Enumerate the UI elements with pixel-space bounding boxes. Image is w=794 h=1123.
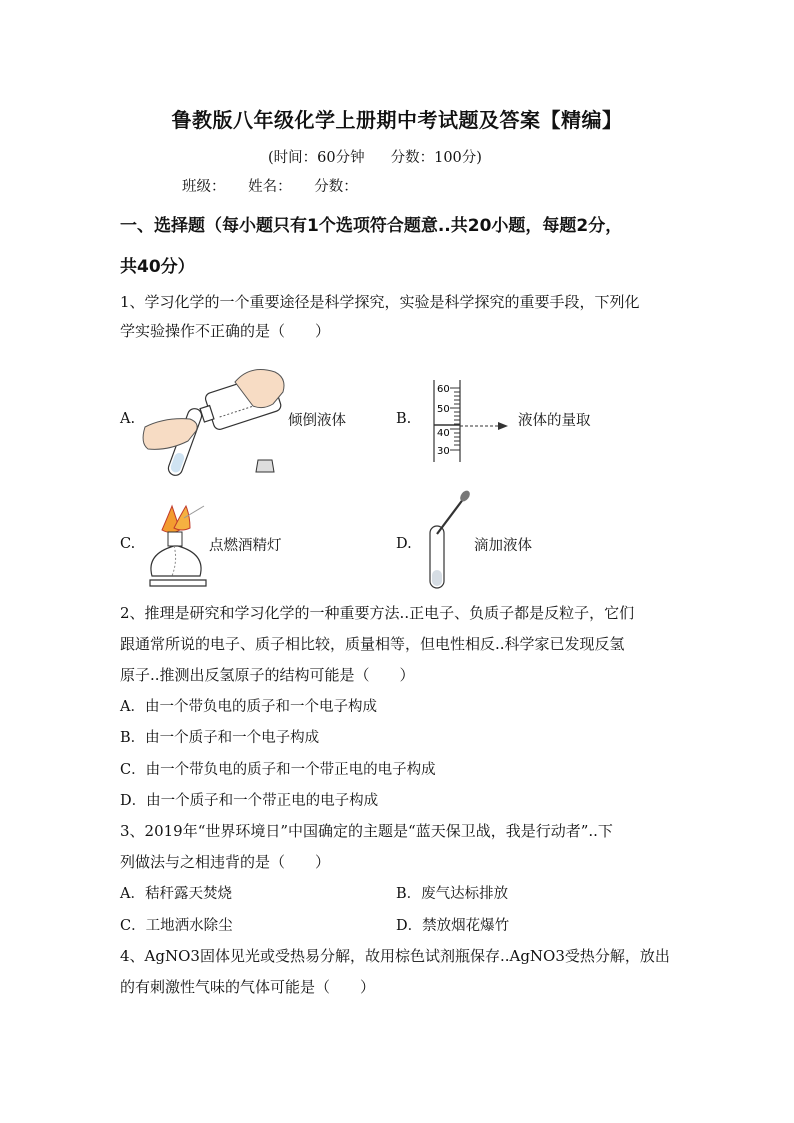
- q2-option-a: A．由一个带负电的质子和一个电子构成: [120, 699, 377, 715]
- q3-option-d: D．禁放烟花爆竹: [396, 918, 510, 934]
- student-info-row: [182, 175, 376, 196]
- q1-option-c-letter: C.: [120, 536, 136, 552]
- q2-option-c: C．由一个带负电的质子和一个带正电的电子构成: [120, 762, 436, 778]
- q2-option-d: D．由一个质子和一个带正电的电子构成: [120, 793, 379, 809]
- exam-info: [268, 146, 482, 167]
- q2-stem-line3: 原子..推测出反氢原子的结构可能是（ ）: [120, 666, 415, 684]
- q3-stem-line1: 3、2019年“世界环境日”中国确定的主题是“蓝天保卫战，我是行动者”..下: [120, 822, 613, 840]
- tick-50: 50: [437, 404, 450, 415]
- section-heading-line1: 一、选择题（每小题只有1个选项符合题意..共20小题，每题2分，: [120, 216, 623, 236]
- name-label: 姓名：: [248, 179, 292, 195]
- q1-option-a-text: 倾倒液体: [288, 413, 346, 429]
- exam-score: 分数：100分): [390, 150, 482, 166]
- q3-option-c: C．工地洒水除尘: [120, 918, 233, 934]
- q4-stem-line2: 的有刺激性气味的气体可能是（ ）: [120, 978, 376, 996]
- q1-option-b-letter: B.: [396, 411, 412, 427]
- alcohol-lamp-illustration: [144, 500, 214, 590]
- q3-option-a: A．秸秆露天焚烧: [120, 886, 232, 902]
- pouring-liquid-illustration: [140, 362, 290, 482]
- q3-option-b: B．废气达标排放: [396, 886, 509, 902]
- tick-40: 40: [437, 428, 450, 439]
- q2-stem-line2: 跟通常所说的电子、质子相比较，质量相等，但电性相反..科学家已发现反氢: [120, 635, 625, 653]
- q1-stem-line2: 学实验操作不正确的是（ ）: [120, 322, 331, 340]
- q4-stem-line1: 4、AgNO3固体见光或受热易分解，故用棕色试剂瓶保存..AgNO3受热分解，放出: [120, 947, 670, 965]
- q1-option-d-text: 滴加液体: [474, 538, 532, 554]
- q1-option-b-text: 液体的量取: [518, 413, 591, 429]
- q1-option-a-letter: A.: [120, 411, 136, 427]
- dropper-illustration: [424, 490, 474, 590]
- q1-option-c-text: 点燃酒精灯: [209, 538, 282, 554]
- q3-stem-line2: 列做法与之相违背的是（ ）: [120, 853, 331, 871]
- exam-time: (时间：60分钟: [268, 150, 365, 166]
- tick-60: 60: [437, 384, 450, 395]
- score-label: 分数：: [314, 179, 358, 195]
- q2-option-b: B．由一个质子和一个电子构成: [120, 730, 320, 746]
- q1-stem-line1: 1、学习化学的一个重要途径是科学探究，实验是科学探究的重要手段，下列化: [120, 293, 640, 311]
- section-heading-line2: 共40分）: [120, 257, 195, 277]
- tick-30: 30: [437, 446, 450, 457]
- q2-stem-line1: 2、推理是研究和学习化学的一种重要方法..正电子、负质子都是反粒子，它们: [120, 604, 635, 622]
- q1-option-d-letter: D.: [396, 536, 412, 552]
- page-title: 鲁教版八年级化学上册期中考试题及答案【精编】: [171, 108, 623, 132]
- class-label: 班级：: [182, 179, 226, 195]
- measuring-cylinder-illustration: [428, 378, 518, 464]
